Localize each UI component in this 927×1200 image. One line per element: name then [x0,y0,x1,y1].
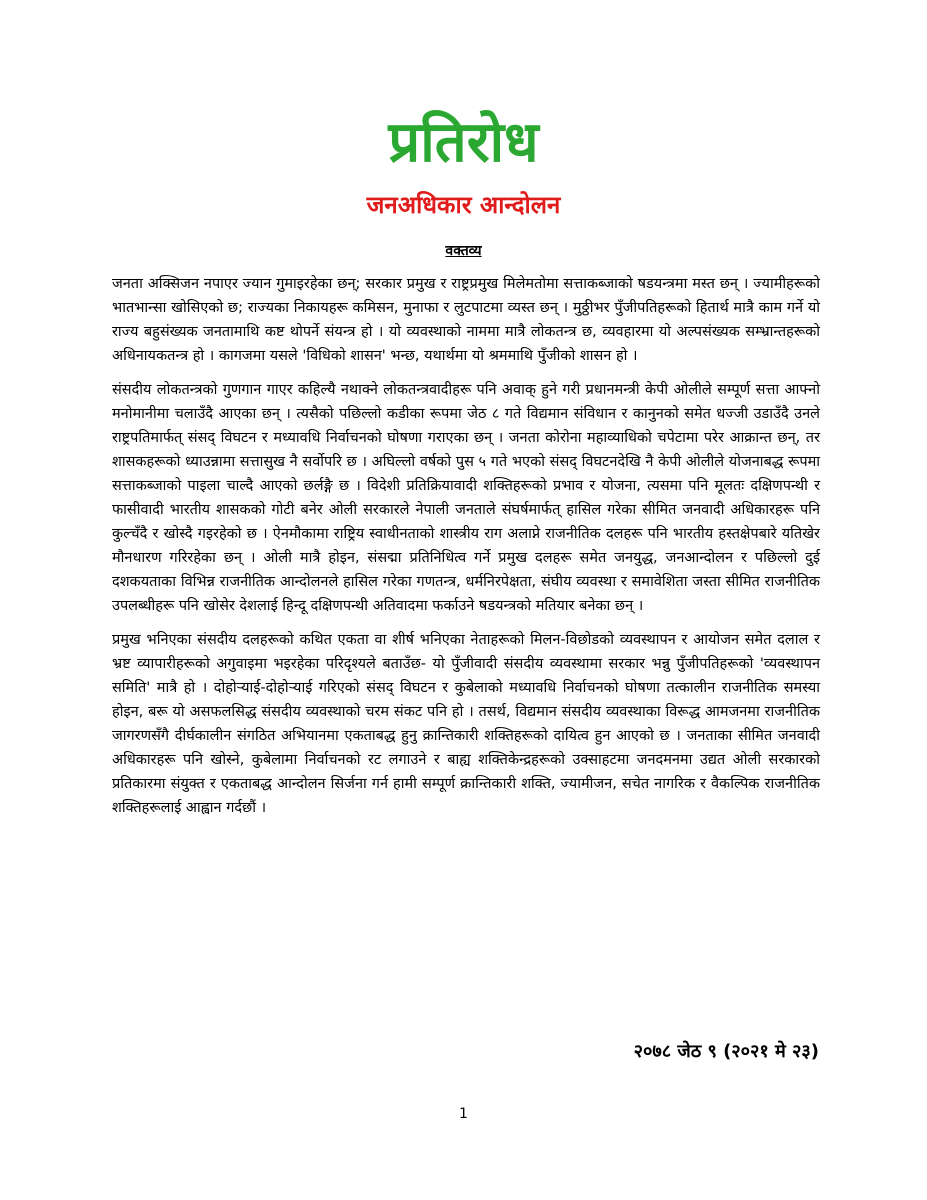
document-title: प्रतिरोध [388,110,539,175]
statement-body [112,272,820,830]
organization-name: जनअधिकार आन्दोलन [366,191,561,219]
paragraph-2: संसदीय लोकतन्त्रको गुणगान गाएर कहिल्यै नथाक्ने लोकतन्त्रवादीहरू पनि अवाक् हुने गरी प्रधानमन्त्री केपी ओलीले सम्पूर्ण सत्ता आफ्नो मनोमानीमा चलाउँदै आएका छन् । त्यसैको पछिल्लो कडीका रूपमा जेठ ८ गते विद्यमान संविधान र कानुनको समेत धज्जी उडाउँदै उनले राष्ट्रपतिमार्फत् संसद् विघटन र मध्यावधि निर्वाचनको घोषणा गराएका छन् । जनता कोरोना महाव्याधिको चपेटामा परेर आक्रान्त छन्, तर शासकहरूको ध्याउन्नामा सत्तासुख नै सर्वोपरि छ । अघिल्लो वर्षको पुस ५ गते भएको संसद् विघटनदेखि नै केपी ओलीले योजनाबद्ध रूपमा सत्ताकब्जाको पाइला चाल्दै आएको छर्लङ्गै छ । विदेशी प्रतिक्रियावादी शक्तिहरूको प्रभाव र योजना, त्यसमा पनि मूलतः दक्षिणपन्थी र फासीवादी भारतीय शासकको गोटी बनेर ओली सरकारले नेपाली जनताले संघर्षमार्फत् हासिल गरेका सीमित जनवादी अधिकारहरू पनि कुल्चँदै र खोस्दै गइरहेको छ । ऐनमौकामा राष्ट्रिय स्वाधीनताको शास्त्रीय राग अलाप्ने राजनीतिक दलहरू पनि भारतीय हस्तक्षेपबारे यतिखेर मौनधारण गरिरहेका छन् । ओली मात्रै होइन, संसद्मा प्रतिनिधित्व गर्ने प्रमुख दलहरू समेत जनयुद्ध, जनआन्दोलन र पछिल्लो दुई दशकयताका विभिन्न राजनीतिक आन्दोलनले हासिल गरेका गणतन्त्र, धर्मनिरपेक्षता, संघीय व्यवस्था र समावेशिता जस्ता सीमित राजनीतिक उपलब्धीहरू पनि खोसेर देशलाई हिन्दू दक्षिणपन्थी अतिवादमा फर्काउने षडयन्त्रको मतियार बनेका छन् । [112,382,820,614]
statement-heading: वक्तव्य [445,243,482,259]
page-number: 1 [459,1106,468,1122]
paragraph-3: प्रमुख भनिएका संसदीय दलहरूको कथित एकता वा शीर्ष भनिएका नेताहरूको मिलन-विछोडको व्यवस्थापन र आयोजन समेत दलाल र भ्रष्ट व्यापारीहरूको अगुवाइमा भइरहेका परिदृश्यले बताउँछ- यो पुँजीवादी संसदीय व्यवस्थामा सरकार भन्नु पुँजीपतिहरूको 'व्यवस्थापन समिति' मात्रै हो । दोहोऱ्याई-दोहोऱ्याई गरिएको संसद् विघटन र कुबेलाको मध्यावधि निर्वाचनको घोषणा तत्कालीन राजनीतिक समस्या होइन, बरू यो असफलसिद्ध संसदीय व्यवस्थाको चरम संकट पनि हो । तसर्थ, विद्यमान संसदीय व्यवस्थाका विरूद्ध आमजनमा राजनीतिक जागरणसँगै दीर्घकालीन संगठित अभियानमा एकताबद्ध हुनु क्रान्तिकारी शक्तिहरूको दायित्व हुन आएको छ । जनताका सीमित जनवादी अधिकारहरू पनि खोस्ने, कुबेलामा निर्वाचनको रट लगाउने र बाह्य शक्तिकेन्द्रहरूको उक्साहटमा जनदमनमा उद्यत ओली सरकारको प्रतिकारमा संयुक्त र एकताबद्ध आन्दोलन सिर्जना गर्न हामी सम्पूर्ण क्रान्तिकारी शक्ति, ज्यामीजन, सचेत नागरिक र वैकल्पिक राजनीतिक शक्तिहरूलाई आह्वान गर्दछौं । [112,632,820,816]
paragraph-1: जनता अक्सिजन नपाएर ज्यान गुमाइरहेका छन्; सरकार प्रमुख र राष्ट्रप्रमुख मिलेमतोमा सत्ताकब्जाको षडयन्त्रमा मस्त छन् । ज्यामीहरूको भातभान्सा खोसिएको छ; राज्यका निकायहरू कमिसन, मुनाफा र लुटपाटमा व्यस्त छन् । मुठ्ठीभर पुँजीपतिहरूको हितार्थ मात्रै काम गर्ने यो राज्य बहुसंख्यक जनतामाथि कष्ट थोपर्ने संयन्त्र हो । यो व्यवस्थाको नाममा मात्रै लोकतन्त्र छ, व्यवहारमा यो अल्पसंख्यक सम्भ्रान्तहरूको अधिनायकतन्त्र हो । कागजमा यसले 'विधिको शासन' भन्छ, यथार्थमा यो श्रममाथि पुँजीको शासन हो । [112,276,820,364]
statement-date: २०७८ जेठ ९ (२०२१ मे २३) [633,1041,819,1062]
